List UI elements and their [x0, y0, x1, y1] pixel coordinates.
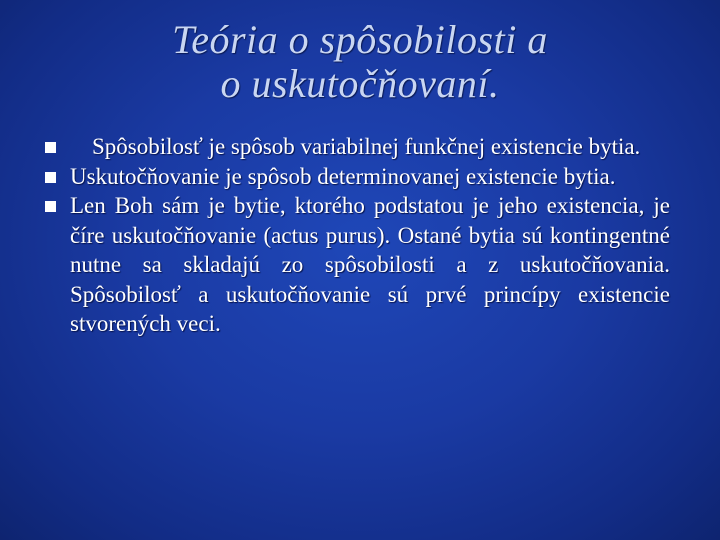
bullet-text: Spôsobilosť je spôsob variabilnej funkčnej existencie bytia.: [92, 134, 641, 159]
bullet-item: [0, 132, 720, 162]
bullet-text: Uskutočňovanie je spôsob determinovanej existencie bytia.: [70, 163, 616, 189]
square-bullet-icon: [45, 172, 56, 183]
square-bullet-icon: [45, 142, 56, 153]
bullet-list: [0, 132, 720, 339]
bullet-text: Len Boh sám je bytie, ktorého podstatou je jeho existencia, je číre uskutočňovanie (actus purus). Ostané bytia sú kontingentné nutne sa skladajú zo spôsobilosti a z uskutočňovania. Spôsobilosť a uskutočňovanie sú prvé princípy existencie stvorených veci.: [70, 193, 670, 336]
slide-title-line-1: Teória o spôsobilosti a: [172, 17, 548, 62]
square-bullet-icon: [45, 201, 56, 212]
slide-title-line-2: o uskutočňovaní.: [220, 61, 500, 106]
bullet-item: [0, 162, 720, 192]
bullet-item: [0, 191, 720, 339]
slide-title: [60, 18, 660, 106]
